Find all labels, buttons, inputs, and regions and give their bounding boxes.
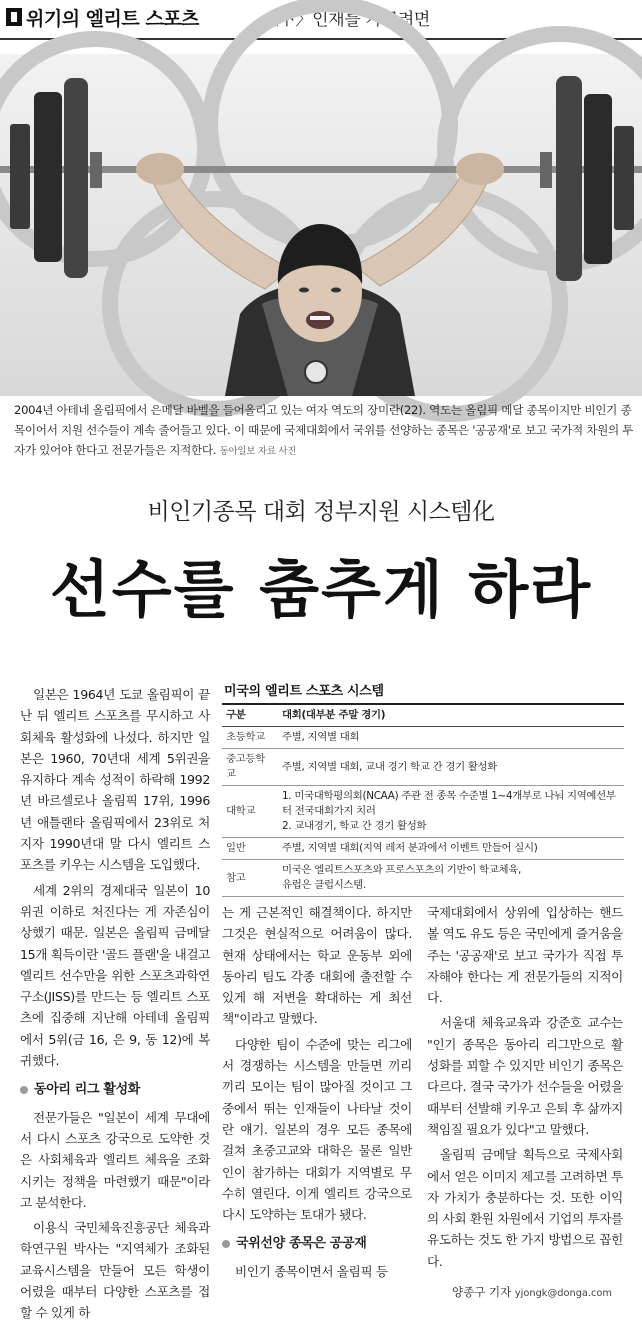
paragraph: 이용식 국민체육진흥공단 체육과학연구원 박사는 "지역체가 조화된 교육시스템을 만들어 모든 학생이 어렸을 때부터 다양한 스포츠를 접할 수 있게 하 [20,1220,210,1321]
article-column-3 [427,902,623,1276]
table-row [222,749,624,786]
paragraph: 일본은 1964년 도쿄 올림픽이 끝난 뒤 엘리트 스포츠를 무시하고 사회체육 활성화에 나섰다. 하지만 일본은 1960, 70년대 세계 5위권을 유지하다 계속 성적이 하락해 1992년 바르셀로나 올림픽 17위, 1996년 애틀랜타 올림픽에서 23위로 처지자 1990년대 말 다시 엘리트 스포츠를 키우는 시스템을 도입했다. [20,687,210,873]
byline-email[interactable]: yjongk@donga.com [514,1288,612,1299]
paragraph: 다양한 팀이 수준에 맞는 리그에서 경쟁하는 시스템을 만들면 끼리끼리 모이는 팀이 많아질 것이고 그중에서 뛰는 인재들이 나타날 것이란 얘기. 일본의 경우 모든 종목에 걸쳐 초중고교와 대학은 물론 일반인이 참가하는 대회가 지역별로 무수히 열린다. 이게 엘리트 강국으로 다시 도약하는 토대가 됐다. [222,1036,412,1223]
paragraph: 비인기 종목이면서 올림픽 등 [235,1263,388,1279]
row-description [278,860,624,897]
row-category: 중고등학교 [222,749,278,786]
paragraph: 전문가들은 "일본이 세계 무대에서 다시 스포츠 강국으로 도약한 것은 사회체육과 엘리트 체육을 조화시키는 정책을 마련했기 때문"이라고 분석한다. [20,1109,210,1210]
table-row [222,860,624,897]
bullet-dot-icon [222,1240,230,1248]
article-column-2 [222,902,412,1286]
row-description-line: 2. 교내경기, 학교 간 경기 활성화 [282,820,427,832]
caption-text: 2004년 아테네 올림픽에서 은메달 바벨을 들어올리고 있는 여자 역도의 장미란(22). 역도는 올림픽 메달 종목이지만 비인기 종목이어서 지원 선수들이 계속 줄어들고 있다. 이 때문에 국제대회에서 국위를 선양하는 종목은 '공공재'로 보고 국가적 차원의 투자가 있어야 한다고 전문가들은 지적한다. [14,403,634,457]
table-row [222,838,624,860]
section-heading-public-good [222,1233,412,1254]
paragraph: 국제대회에서 상위에 입상하는 핸드볼 역도 유도 등은 국민에게 즐거움을 주는 '공공재'로 보고 국가가 직접 투자해야 한다는 게 전문가들의 지적이다. [427,905,623,1006]
series-title: 위기의 엘리트 스포츠 [26,8,199,30]
table-title: 미국의 엘리트 스포츠 시스템 [224,684,384,699]
paragraph: 올림픽 금메달 획득으로 국제사회에서 얻은 이미지 제고를 고려하면 투자 가치가 충분하다는 것. 또한 이익의 사회 환원 차원에서 기업의 투자를 유도하는 것도 한 가지 방법으로 꼽힌다. [427,1147,623,1269]
section-heading-text: 국위선양 종목은 공공재 [236,1236,367,1252]
bullet-dot-icon [20,1086,28,1094]
photo-credit: 동아일보 자료 사진 [219,446,297,457]
table-header-category: 구분 [222,704,278,727]
article-headline: 선수를 춤추게 하라 [49,553,593,626]
article-subhead: 비인기종목 대회 정부지원 시스템化 [147,499,495,525]
row-category: 참고 [222,860,278,897]
byline [452,1284,612,1300]
row-description: 주별, 지역별 대회 [278,727,624,749]
weightlifter-photo [0,54,642,396]
section-heading-text: 동아리 리그 활성화 [34,1082,141,1098]
row-description-line: 1. 미국대학평의회(NCAA) 주관 전 종목 수준별 1~4개부로 나눠 지역예선부터 전국대회가지 치러 [282,790,616,817]
section-marker-icon [6,8,22,26]
paragraph: 는 게 근본적인 해결책이다. 하지만 그것은 현실적으로 어려움이 많다. 현재 상태에서는 학교 운동부 외에 동아리 팀도 각종 대회에 출전할 수 있게 해 저변을 확대하는 게 최선책"이라고 말했다. [222,905,412,1027]
row-category: 초등학교 [222,727,278,749]
row-description-line: 유럽은 클럽시스템. [282,879,366,891]
row-description [278,786,624,838]
byline-name: 양종구 기자 [452,1285,512,1299]
table-header-row [222,704,624,727]
photo-caption [14,400,634,462]
series-subtitle: 〈下〉인재를 가꾸려면 [262,10,431,30]
paragraph: 서울대 체육교육과 강준호 교수는 "인기 종목은 동아리 리그만으로 활성화를 꾀할 수 있지만 비인기 종목은 다르다. 결국 국가가 선수들을 어렸을 때부터 선발해 키우고 은퇴 후 삶까지 책임질 필요가 있다"고 말했다. [427,1015,623,1137]
paragraph: 세계 2위의 경제대국 일본이 10위권 이하로 처진다는 게 자존심이 상했기 때문. 일본은 올림픽 금메달 15개 획득이란 '골드 플랜'을 내걸고 엘리트 선수만을 위한 스포츠과학연구소(JISS)를 만드는 등 엘리트 스포츠에 집중해 지난해 아테네 올림픽에서 5위(금 16, 은 9, 동 12)에 복귀했다. [20,882,210,1069]
system-table [222,703,624,897]
weightlifter-illustration [0,54,642,396]
row-description: 주별, 지역별 대회(지역 레저 분과에서 이벤트 만들어 실시) [278,838,624,860]
row-description-line: 미국은 엘리트스포츠와 프로스포츠의 기반이 학교체육, [282,864,521,876]
article-column-1 [20,684,210,1328]
us-elite-sports-table [222,680,624,897]
row-description: 주별, 지역별 대회, 교내 경기 학교 간 경기 활성화 [278,749,624,786]
section-heading-club-league [20,1079,210,1100]
table-header-competition: 대회(대부분 주말 경기) [278,704,624,727]
table-row [222,786,624,838]
row-category: 일반 [222,838,278,860]
row-category: 대학교 [222,786,278,838]
table-row [222,727,624,749]
